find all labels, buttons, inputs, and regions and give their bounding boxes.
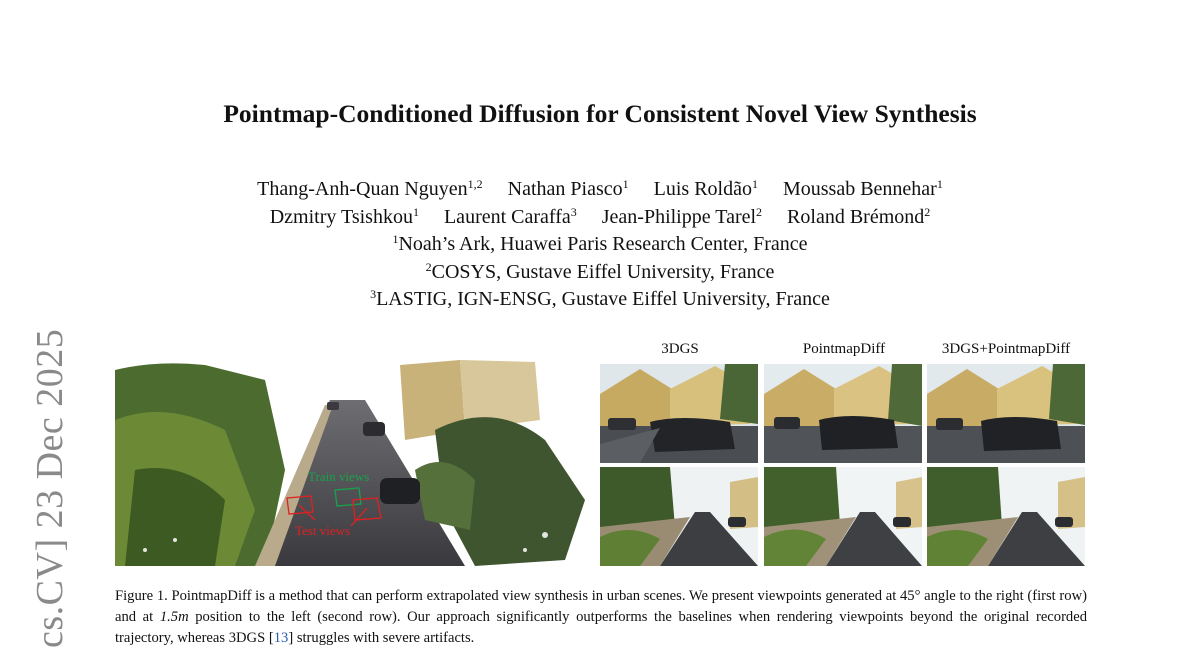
column-header-3dgs: 3DGS bbox=[661, 341, 699, 357]
authors-row-1 bbox=[0, 176, 1200, 204]
thumb-row1-3dgs bbox=[600, 364, 758, 463]
author: Luis Roldão$^1$ bbox=[653, 177, 758, 200]
author: Thang-Anh-Quan Nguyen$^{1,2}$ bbox=[257, 177, 483, 200]
column-header-3dgs-pointmapdiff: 3DGS+PointmapDiff bbox=[941, 341, 1071, 357]
thumb-row2-pointmapdiff bbox=[764, 467, 922, 566]
affiliation-3: $^3$LASTIG, IGN-ENSG, Gustave Eiffel University, France bbox=[370, 287, 830, 310]
thumb-row2-3dgs-pointmapdiff bbox=[927, 467, 1085, 566]
arxiv-side-stamp: cs.CV] 23 Dec 2025 bbox=[29, 328, 71, 648]
author: Laurent Caraffa$^3$ bbox=[443, 204, 577, 228]
pointcloud-illustration bbox=[115, 360, 591, 566]
authors-row-2 bbox=[0, 204, 1200, 232]
test-views-label: Test views bbox=[295, 523, 351, 538]
author: Moussab Bennehar$^1$ bbox=[782, 177, 943, 200]
author: Jean-Philippe Tarel$^2$ bbox=[601, 204, 763, 228]
figure-caption: Figure 1. PointmapDiff is a method that can perform extrapolated view synthesis in urban scenes. We present viewpoints generated at 45° angle to the right (first row) and at 1.5m position to the left (second row). Our approach significantly outperforms the baselines when rendering viewpoints beyond the original recorded trajectory, whereas 3DGS [13] struggles with severe artifacts. bbox=[115, 588, 1087, 646]
train-views-label: Train views bbox=[308, 469, 370, 484]
author-block bbox=[0, 176, 1200, 314]
thumb-row2-3dgs bbox=[600, 467, 758, 566]
affiliation-2: $^2$COSYS, Gustave Eiffel University, France bbox=[425, 259, 775, 283]
author: Nathan Piasco$^1$ bbox=[507, 177, 629, 200]
affiliation-1: $^1$Noah’s Ark, Huawei Paris Research Center, France bbox=[392, 232, 808, 255]
pointcloud-figure bbox=[115, 360, 591, 566]
author: Dzmitry Tsishkou$^1$ bbox=[269, 204, 419, 228]
thumb-row1-pointmapdiff bbox=[764, 364, 922, 463]
paper-title: Pointmap-Conditioned Diffusion for Consistent Novel View Synthesis bbox=[223, 99, 977, 128]
author: Roland Brémond$^2$ bbox=[787, 204, 931, 228]
thumb-row1-3dgs-pointmapdiff bbox=[927, 364, 1085, 463]
column-header-pointmapdiff: PointmapDiff bbox=[802, 341, 886, 357]
citation-link[interactable]: 13 bbox=[273, 630, 289, 646]
